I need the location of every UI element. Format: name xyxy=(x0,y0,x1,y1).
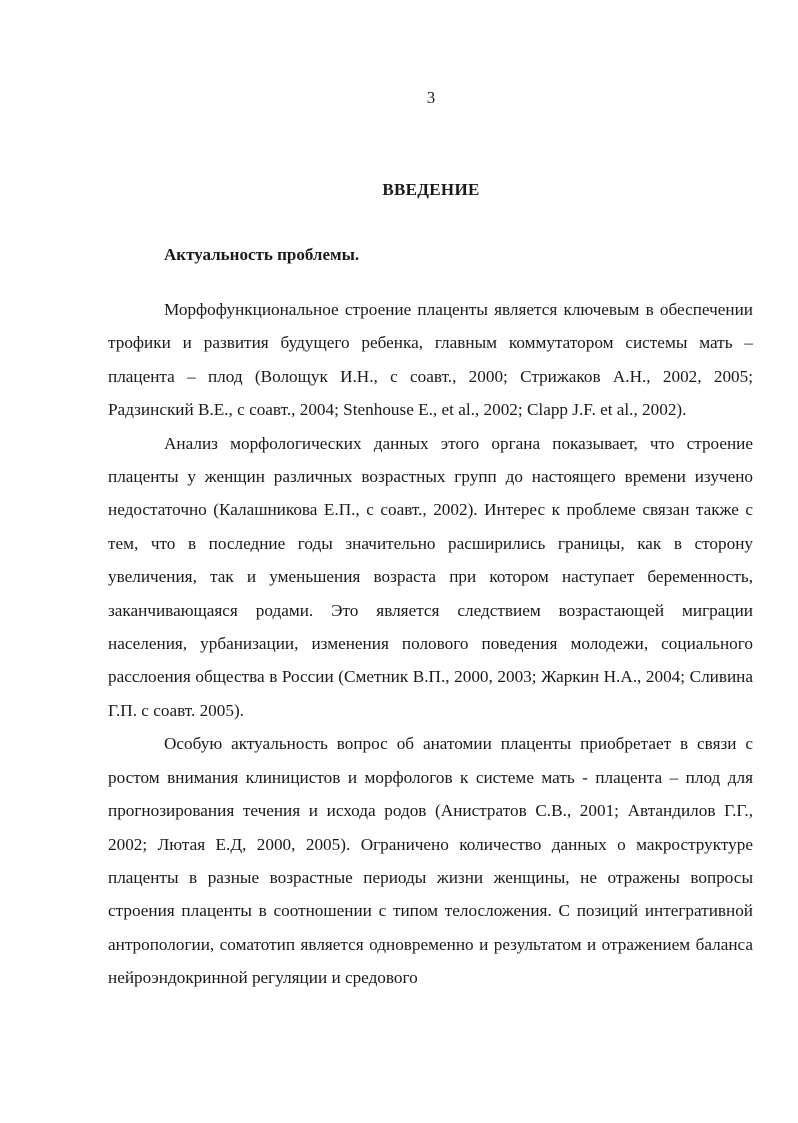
subheading: Актуальность проблемы. xyxy=(164,245,360,264)
paragraph-2: Анализ морфологических данных этого органа показывает, что строение плаценты у женщин различных возрастных групп до настоящего времени изучено недостаточно (Калашникова Е.П., с соавт., 2002). Интерес к проблеме связан также с тем, что в последние годы значительно расширились границы, как в сторону увеличения, так и уменьшения возраста при котором наступает беременность, заканчивающаяся родами. Это является следствием возрастающей миграции населения, урбанизации, изменения полового поведения молодежи, социального расслоения общества в России (Сметник В.П., 2000, 2003; Жаркин Н.А., 2004; Сливина Г.П. с соавт. 2005). xyxy=(108,433,753,720)
body-text xyxy=(108,293,753,995)
page-number: 3 xyxy=(426,88,436,107)
paragraph-3: Особую актуальность вопрос об анатомии плаценты приобретает в связи с ростом внимания клиницистов и морфологов к системе мать - плацента – плод для прогнозирования течения и исхода родов (Анистратов С.В., 2001; Автандилов Г.Г., 2002; Лютая Е.Д, 2000, 2005). Ограничено количество данных о макроструктуре плаценты в разные возрастные периоды жизни женщины, не отражены вопросы строения плаценты в соотношении с типом телосложения. С позиций интегративной антропологии, соматотип является одновременно и результатом и отражением баланса нейроэндокринной регуляции и средового xyxy=(108,734,753,988)
paragraph-1: Морфофункциональное строение плаценты является ключевым в обеспечении трофики и развития будущего ребенка, главным коммутатором системы мать – плацента – плод (Волощук И.Н., с соавт., 2000; Стрижаков А.Н., 2002, 2005; Радзинский В.Е., с соавт., 2004; Stenhouse E., et al., 2002; Clapp J.F. et al., 2002). xyxy=(108,300,753,420)
section-title: ВВЕДЕНИЕ xyxy=(382,180,480,199)
